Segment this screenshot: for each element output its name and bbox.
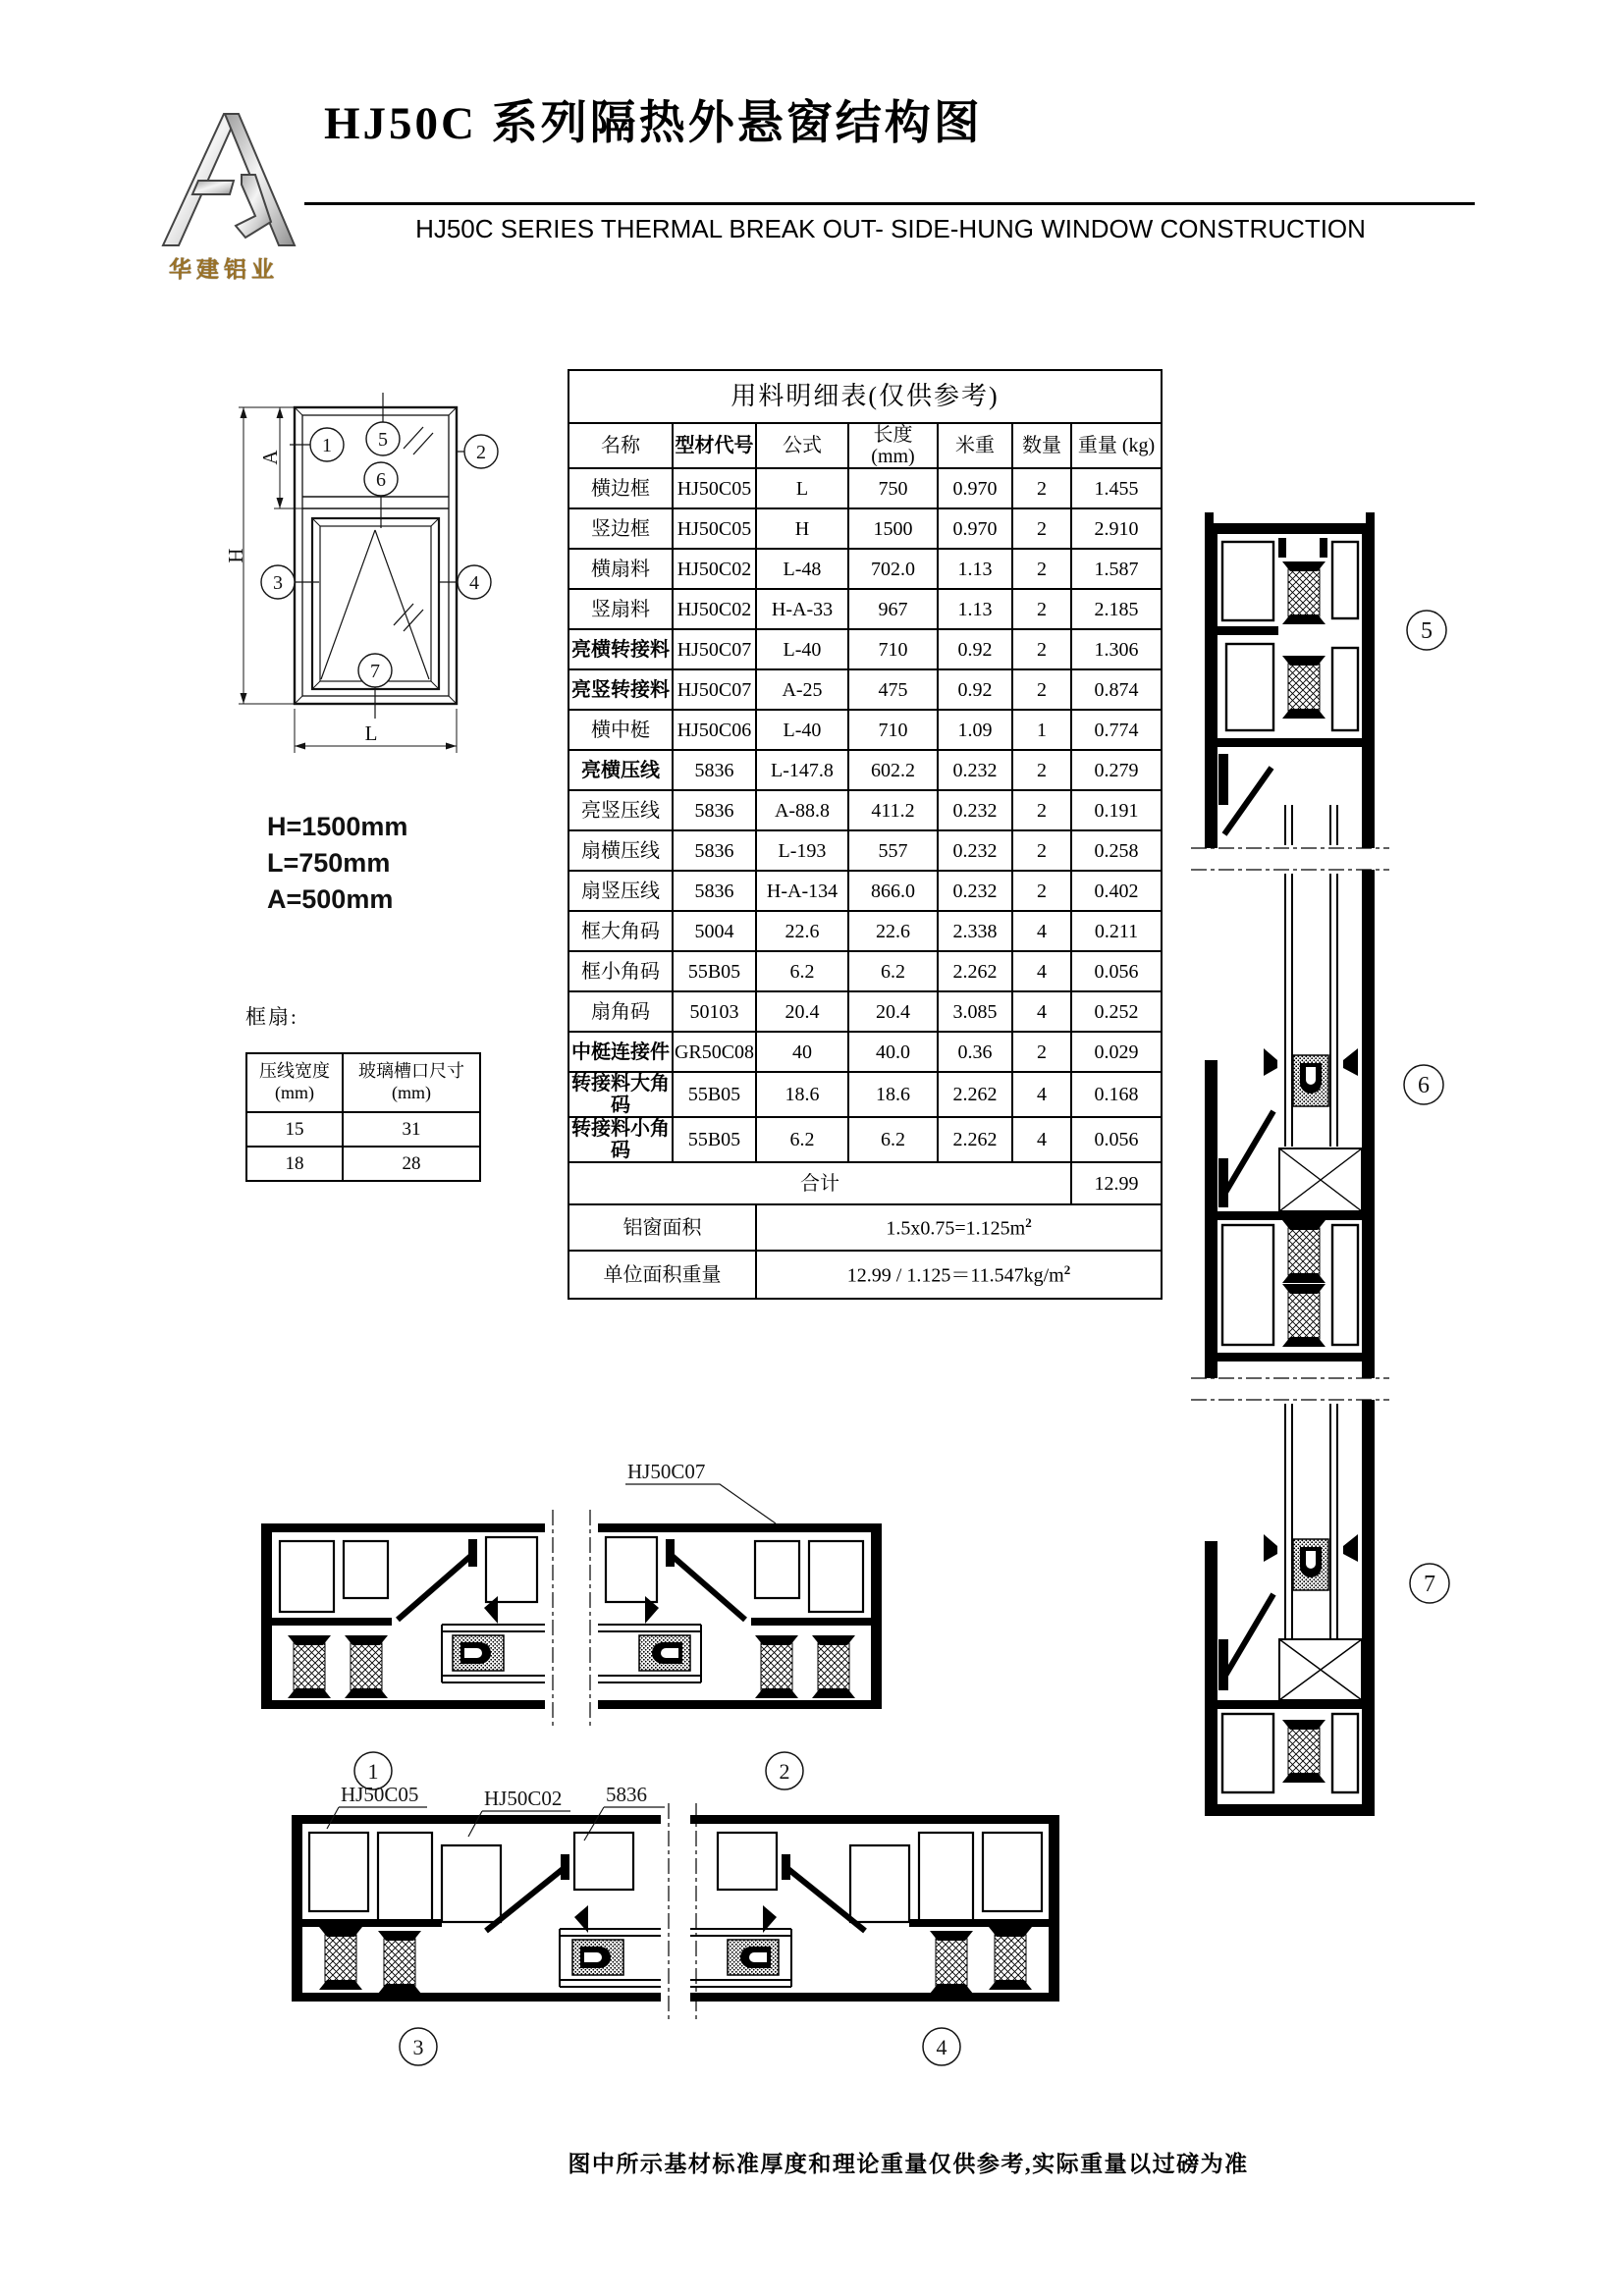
break-line-lower: [1191, 1378, 1389, 1400]
table-cell: L-40: [756, 710, 848, 750]
table-cell: H-A-33: [756, 589, 848, 629]
table-cell: 2.185: [1071, 589, 1162, 629]
table-cell: 0.402: [1071, 871, 1162, 911]
table-cell: 0.970: [938, 508, 1012, 549]
window-elevation-diagram: [211, 393, 535, 790]
table-cell: 55B05: [673, 951, 756, 991]
table-cell: 0.191: [1071, 790, 1162, 830]
materials-table: [568, 369, 1163, 1300]
table-cell: 2: [1012, 1032, 1071, 1072]
table-cell: 0.774: [1071, 710, 1162, 750]
table-cell: 亮竖转接料: [568, 669, 673, 710]
table-cell: 40: [756, 1032, 848, 1072]
company-logo: [147, 106, 304, 253]
table-cell: 0.232: [938, 830, 1012, 871]
table-row: [568, 589, 1162, 629]
materials-rows: [568, 468, 1162, 1162]
table-cell: 0.92: [938, 669, 1012, 710]
table-cell: 横中梃: [568, 710, 673, 750]
col-profile-code: 型材代号: [673, 423, 756, 468]
table-cell: 4: [1012, 951, 1071, 991]
table-row: [568, 508, 1162, 549]
table-cell: HJ50C07: [673, 629, 756, 669]
table-cell: 2: [1012, 549, 1071, 589]
table-cell: 31: [343, 1112, 480, 1147]
table-cell: 2: [1012, 508, 1071, 549]
table-cell: 2: [1012, 629, 1071, 669]
table-cell: 亮横转接料: [568, 629, 673, 669]
table-cell: 亮竖压线: [568, 790, 673, 830]
table-cell: 866.0: [848, 871, 938, 911]
table-cell: 2: [1012, 750, 1071, 790]
table-cell: 横扇料: [568, 549, 673, 589]
table-cell: 4: [1012, 911, 1071, 951]
table-row: [568, 1032, 1162, 1072]
table-cell: 55B05: [673, 1072, 756, 1117]
table-cell: 0.92: [938, 629, 1012, 669]
section-detail-5-drawing: [1205, 512, 1375, 848]
dim-a-value: A=500mm: [267, 884, 394, 914]
table-cell: 557: [848, 830, 938, 871]
table-cell: 602.2: [848, 750, 938, 790]
section-callout-6: 6: [1418, 1073, 1430, 1098]
table-cell: 4: [1012, 1117, 1071, 1162]
table-cell: 2: [1012, 669, 1071, 710]
table-cell: 4: [1012, 991, 1071, 1032]
unit-weight-row: [568, 1251, 1162, 1299]
table-cell: 0.970: [938, 468, 1012, 508]
table-cell: 2: [1012, 589, 1071, 629]
total-value: 12.99: [1071, 1162, 1162, 1204]
frame-sash-label: 框扇:: [245, 1005, 298, 1029]
table-cell: L-48: [756, 549, 848, 589]
section-callout-1: 1: [367, 1759, 379, 1784]
table-cell: L-193: [756, 830, 848, 871]
table-cell: 竖边框: [568, 508, 673, 549]
table-cell: L: [756, 468, 848, 508]
total-label: 合计: [568, 1162, 1071, 1204]
table-row: [568, 951, 1162, 991]
table-cell: 转接料大角码: [568, 1072, 673, 1117]
table-cell: 750: [848, 468, 938, 508]
table-cell: 5836: [673, 750, 756, 790]
table-cell: 710: [848, 710, 938, 750]
table-cell: A-88.8: [756, 790, 848, 830]
table-cell: 2.262: [938, 1072, 1012, 1117]
table-cell: 0.232: [938, 871, 1012, 911]
table-cell: 1.13: [938, 589, 1012, 629]
table-cell: 55B05: [673, 1117, 756, 1162]
table-cell: 框小角码: [568, 951, 673, 991]
table-cell: 20.4: [848, 991, 938, 1032]
table-row: [568, 669, 1162, 710]
table-cell: 1.13: [938, 549, 1012, 589]
table-row: [568, 549, 1162, 589]
table-cell: 2: [1012, 830, 1071, 871]
table-cell: 5836: [673, 871, 756, 911]
table-cell: 扇横压线: [568, 830, 673, 871]
table-cell: 0.232: [938, 790, 1012, 830]
table-cell: 6.2: [848, 951, 938, 991]
col-meter-weight: 米重: [938, 423, 1012, 468]
table-cell: 0.279: [1071, 750, 1162, 790]
section-detail-7-drawing: [1205, 1400, 1375, 1816]
table-cell: 0.874: [1071, 669, 1162, 710]
section-callout-5: 5: [1421, 618, 1433, 644]
table-cell: 20.4: [756, 991, 848, 1032]
table-cell: 40.0: [848, 1032, 938, 1072]
table-cell: 2.262: [938, 1117, 1012, 1162]
table-cell: L-40: [756, 629, 848, 669]
table-cell: 1.09: [938, 710, 1012, 750]
table-cell: 1.455: [1071, 468, 1162, 508]
table-cell: 2.338: [938, 911, 1012, 951]
table-cell: 967: [848, 589, 938, 629]
profile-label-5836: 5836: [606, 1783, 647, 1806]
profile-label-hj50c05: HJ50C05: [341, 1783, 419, 1806]
dimension-values: [267, 809, 407, 918]
table-row: [568, 1117, 1162, 1162]
col-qty: 数量: [1012, 423, 1071, 468]
vertical-section-drawing: [1183, 510, 1478, 1816]
unit-weight-value: $12.99 / 1.125=11.547kg/m^2$: [756, 1251, 1162, 1299]
table-cell: 0.258: [1071, 830, 1162, 871]
table-cell: HJ50C06: [673, 710, 756, 750]
table-cell: 1500: [848, 508, 938, 549]
table-cell: 6.2: [848, 1117, 938, 1162]
col-weight: 重量 (kg): [1071, 423, 1162, 468]
table-cell: 5836: [673, 790, 756, 830]
table-cell: 0.056: [1071, 951, 1162, 991]
table-cell: 1: [1012, 710, 1071, 750]
table-row: [568, 468, 1162, 508]
footer-note: 图中所示基材标准厚度和理论重量仅供参考,实际重量以过磅为准: [568, 2152, 1249, 2176]
section-callout-2: 2: [779, 1759, 790, 1784]
callout-6: 6: [376, 469, 386, 491]
table-row: [246, 1147, 480, 1181]
area-label: 铝窗面积: [568, 1204, 756, 1251]
sheet-subtitle: HJ50C SERIES THERMAL BREAK OUT- SIDE-HUNG WINDOW CONSTRUCTION: [415, 214, 1366, 243]
table-cell: 5004: [673, 911, 756, 951]
glazing-rows: [246, 1112, 480, 1181]
unit-weight-label: 单位面积重量: [568, 1251, 756, 1299]
table-cell: 1.306: [1071, 629, 1162, 669]
dim-label-h: H: [224, 548, 247, 563]
table-cell: 2.262: [938, 951, 1012, 991]
table-cell: HJ50C02: [673, 549, 756, 589]
table-cell: 6.2: [756, 1117, 848, 1162]
table-cell: 475: [848, 669, 938, 710]
table-cell: 18: [246, 1147, 343, 1181]
section-callout-3: 3: [412, 2035, 424, 2059]
table-cell: 0.029: [1071, 1032, 1162, 1072]
table-cell: 亮横压线: [568, 750, 673, 790]
table-cell: 411.2: [848, 790, 938, 830]
table-cell: 5836: [673, 830, 756, 871]
table-row: [246, 1112, 480, 1147]
col-length: 长度 (mm): [848, 423, 938, 468]
table-cell: 0.36: [938, 1032, 1012, 1072]
table-cell: 28: [343, 1147, 480, 1181]
table-cell: H-A-134: [756, 871, 848, 911]
table-cell: 0.056: [1071, 1117, 1162, 1162]
horizontal-section-group-2: [280, 1772, 1075, 2086]
table-cell: 框大角码: [568, 911, 673, 951]
table-cell: 18.6: [848, 1072, 938, 1117]
table-cell: 2: [1012, 871, 1071, 911]
company-name: 华建铝业: [169, 257, 279, 282]
table-cell: GR50C08: [673, 1032, 756, 1072]
table-cell: 0.232: [938, 750, 1012, 790]
table-cell: 2.910: [1071, 508, 1162, 549]
table-row: [568, 991, 1162, 1032]
section-callout-4: 4: [936, 2035, 947, 2059]
materials-header-row: [568, 423, 1162, 468]
table-cell: 0.211: [1071, 911, 1162, 951]
table-cell: 横边框: [568, 468, 673, 508]
break-line-group1: [553, 1510, 590, 1728]
table-cell: 22.6: [756, 911, 848, 951]
table-cell: 22.6: [848, 911, 938, 951]
glazing-header-row: [246, 1053, 480, 1112]
table-row: [568, 1072, 1162, 1117]
table-cell: 18.6: [756, 1072, 848, 1117]
table-row: [568, 871, 1162, 911]
table-row: [568, 790, 1162, 830]
leader-hj50c07: [625, 1484, 776, 1523]
table-cell: 竖扇料: [568, 589, 673, 629]
glazing-table: [245, 1052, 481, 1182]
horizontal-section-group-1: [250, 1453, 898, 1806]
table-cell: 0.252: [1071, 991, 1162, 1032]
callout-3: 3: [273, 572, 283, 594]
title-rule: [304, 202, 1475, 205]
section-detail-6-drawing: [1205, 870, 1375, 1378]
table-cell: H: [756, 508, 848, 549]
table-row: [568, 750, 1162, 790]
table-cell: HJ50C07: [673, 669, 756, 710]
sheet-title: HJ50C 系列隔热外悬窗结构图: [324, 98, 983, 149]
profile-label-hj50c02: HJ50C02: [484, 1787, 563, 1810]
callout-7: 7: [370, 661, 380, 682]
table-cell: 1.587: [1071, 549, 1162, 589]
dim-h-value: H=1500mm: [267, 812, 408, 841]
table-cell: 扇竖压线: [568, 871, 673, 911]
table-cell: 6.2: [756, 951, 848, 991]
callout-1: 1: [322, 435, 332, 456]
profile-label-hj50c07: HJ50C07: [627, 1460, 706, 1483]
area-value: $1.5x0.75=1.125m^2$: [756, 1204, 1162, 1251]
materials-table-title: 用料明细表(仅供参考): [568, 370, 1162, 423]
table-row: [568, 911, 1162, 951]
table-cell: L-147.8: [756, 750, 848, 790]
callout-2: 2: [476, 442, 486, 463]
table-cell: 2: [1012, 468, 1071, 508]
table-cell: A-25: [756, 669, 848, 710]
table-row: [568, 629, 1162, 669]
table-cell: 转接料小角码: [568, 1117, 673, 1162]
table-cell: 3.085: [938, 991, 1012, 1032]
col-name: 名称: [568, 423, 673, 468]
break-line-upper: [1191, 848, 1389, 870]
dim-l-value: L=750mm: [267, 848, 391, 878]
col-formula: 公式: [756, 423, 848, 468]
dim-label-a: A: [258, 450, 282, 465]
table-cell: 中梃连接件: [568, 1032, 673, 1072]
table-cell: 50103: [673, 991, 756, 1032]
table-cell: 4: [1012, 1072, 1071, 1117]
table-cell: HJ50C02: [673, 589, 756, 629]
table-row: [568, 710, 1162, 750]
table-cell: 702.0: [848, 549, 938, 589]
table-cell: 0.168: [1071, 1072, 1162, 1117]
callout-4: 4: [469, 572, 479, 594]
table-cell: 15: [246, 1112, 343, 1147]
table-cell: 扇角码: [568, 991, 673, 1032]
table-cell: 2: [1012, 790, 1071, 830]
table-cell: 710: [848, 629, 938, 669]
glazing-header-groove-size: 玻璃槽口尺寸 (mm): [343, 1053, 480, 1112]
dim-label-l: L: [364, 721, 378, 745]
callout-5: 5: [378, 429, 388, 451]
section-callout-7: 7: [1424, 1572, 1435, 1597]
table-cell: HJ50C05: [673, 508, 756, 549]
window-area-row: [568, 1204, 1162, 1251]
glazing-header-bead-width: 压线宽度 (mm): [246, 1053, 343, 1112]
table-row: [568, 830, 1162, 871]
total-row: [568, 1162, 1162, 1204]
table-cell: HJ50C05: [673, 468, 756, 508]
